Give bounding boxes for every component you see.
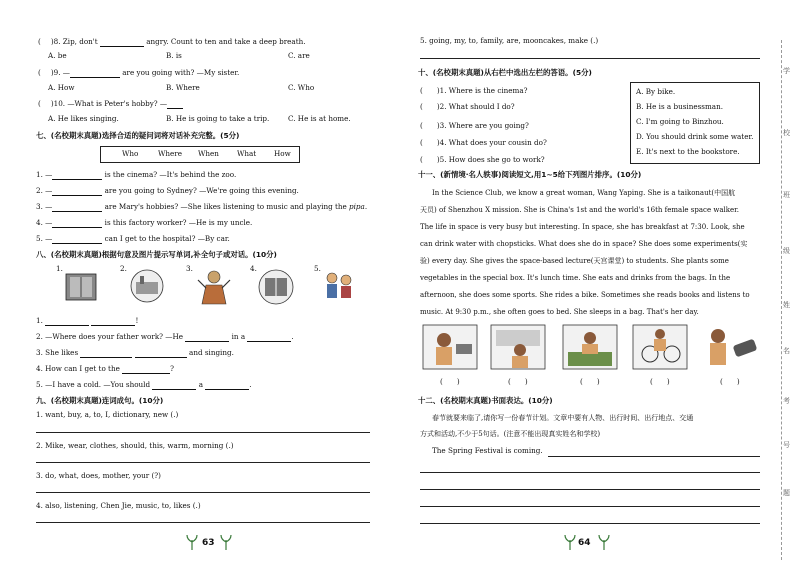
answer-blank[interactable] <box>122 365 170 374</box>
taikonaut-picture <box>562 324 618 370</box>
picture-label: 3. <box>186 264 193 273</box>
picture-label: 2. <box>120 264 127 273</box>
margin-label: 级 <box>783 247 790 255</box>
answer-blank[interactable] <box>52 187 102 196</box>
match-left-item: ( )4. What does your cousin do? <box>420 138 547 147</box>
passage-line: music. At 9:30 p.m., she often goes to bed. She sleeps in a bag. That's her day. <box>420 308 699 316</box>
answer-blank[interactable] <box>247 333 291 342</box>
match-left-item: ( )2. What should I do? <box>420 102 515 111</box>
right-page <box>400 0 800 566</box>
passage-line: afternoon, she does some sports. She rides a bike. Sometimes she reads books and listens to <box>420 291 750 299</box>
page-number: 64 <box>578 538 591 548</box>
word-order-item-5: 5. going, my, to, family, are, mooncakes, make (.) <box>420 36 599 45</box>
plant-icon <box>186 534 198 550</box>
answer-blank[interactable] <box>52 203 102 212</box>
match-right-item: B. He is a businessman. <box>636 102 723 111</box>
taikonaut-picture <box>702 324 758 370</box>
option-b: B. He is going to take a trip. <box>166 114 270 123</box>
option-a: A. be <box>48 51 67 60</box>
word-bank-item: Where <box>158 149 182 158</box>
option-a: A. He likes singing. <box>48 114 119 123</box>
word-bank-item: When <box>198 149 219 158</box>
page-number: 63 <box>202 538 215 548</box>
dictionary-picture <box>64 272 100 302</box>
answer-blank[interactable] <box>152 381 196 390</box>
dialog-item: 1. — is the cinema? —It's behind the zoo. <box>36 170 237 179</box>
answer-blank[interactable] <box>135 349 187 358</box>
passage-line: The life in space is very busy but interesting. In space, she has breakfast at 7:30. Look, she <box>420 223 745 231</box>
margin-label: 题 <box>783 489 790 497</box>
plant-icon <box>564 534 576 550</box>
taikonaut-picture <box>632 324 688 370</box>
word-order-item: 3. do, what, does, mother, your (?) <box>36 471 161 480</box>
answer-blank[interactable] <box>100 38 144 47</box>
word-bank-item: What <box>237 149 257 158</box>
match-right-item: C. I'm going to Binzhou. <box>636 117 724 126</box>
option-c: C. Who <box>288 83 315 92</box>
order-blank[interactable]: ( ) <box>440 377 460 386</box>
answer-line[interactable] <box>420 58 760 59</box>
answer-blank[interactable] <box>91 317 135 326</box>
fill-sentence-4: 4. How can I get to the ? <box>36 364 174 373</box>
word-bank-item: How <box>274 149 291 158</box>
answer-blank[interactable] <box>205 381 249 390</box>
order-blank[interactable]: ( ) <box>580 377 600 386</box>
answer-line[interactable] <box>36 432 370 433</box>
picture-label: 5. <box>314 264 321 273</box>
option-c: C. are <box>288 51 310 60</box>
section-7-title: 七、(名校期末真题)选择合适的疑问词将对话补充完整。(5分) <box>36 131 240 140</box>
margin-label: 学 <box>783 67 790 75</box>
dialog-item: 5. — can I get to the hospital? —By car. <box>36 234 230 243</box>
word-bank-item: Who <box>122 149 139 158</box>
fill-sentence-1: 1. ! <box>36 316 139 325</box>
picture-label: 4. <box>250 264 257 273</box>
option-b: B. is <box>166 51 182 60</box>
section-11-title: 十一、(新情境·名人轶事)阅读短文,用1~5给下列图片排序。(10分) <box>418 170 642 179</box>
question-8: ( )8. Zip, don't angry. Count to ten and take a deep breath. <box>38 37 306 46</box>
dancing-girl-picture <box>194 268 234 306</box>
margin-label: 班 <box>783 191 790 199</box>
fill-sentence-5: 5. —I have a cold. —You should a . <box>36 380 252 389</box>
dialog-item: 2. — are you going to Sydney? —We're going this evening. <box>36 186 299 195</box>
writing-instruction: 方式和活动,不少于5句话。(注意不能出现真实姓名和学校) <box>420 430 601 438</box>
order-blank[interactable]: ( ) <box>508 377 528 386</box>
answer-line[interactable] <box>36 462 370 463</box>
match-right-item: D. You should drink some water. <box>636 132 754 141</box>
answer-blank[interactable] <box>70 69 120 78</box>
passage-line: can drink water with chopsticks. What does she do in space? She does some experiments(实 <box>420 240 748 248</box>
dialog-item: 3. — are Mary's hobbies? —She likes listening to music and playing the pipa. <box>36 202 368 211</box>
question-9: ( )9. — are you going with? —My sister. <box>38 68 240 77</box>
taikonaut-picture <box>422 324 478 370</box>
answer-line[interactable] <box>36 522 370 523</box>
factory-picture <box>128 268 166 304</box>
word-order-item: 1. want, buy, a, to, I, dictionary, new (.) <box>36 410 179 419</box>
answer-blank[interactable] <box>185 333 229 342</box>
picture-label: 1. <box>56 264 63 273</box>
match-left-item: ( )3. Where are you going? <box>420 121 529 130</box>
answer-blank[interactable] <box>45 317 89 326</box>
answer-line[interactable] <box>36 492 370 493</box>
answer-line[interactable] <box>548 456 760 457</box>
dialog-item: 4. — is this factory worker? —He is my uncle. <box>36 218 253 227</box>
answer-blank[interactable] <box>80 349 132 358</box>
passage-line: 天员) of Shenzhou X mission. She is China's 1st and the world's 16th female space walker. <box>420 206 739 214</box>
plant-icon <box>598 534 610 550</box>
passage-line: vegetables in the special box. It's lunch time. She eats and drinks from the bags. In the <box>420 274 731 282</box>
section-8-title: 八、(名校期末真题)根据句意及图片提示写单词,补全句子或对话。(10分) <box>36 250 277 259</box>
order-blank[interactable]: ( ) <box>720 377 740 386</box>
medicine-picture <box>322 270 356 304</box>
section-10-title: 十、(名校期末真题)从右栏中选出左栏的答语。(5分) <box>418 68 592 77</box>
plant-icon <box>220 534 232 550</box>
word-order-item: 4. also, listening, Chen Jie, music, to, likes (.) <box>36 501 201 510</box>
answer-line[interactable] <box>420 523 760 524</box>
answer-line[interactable] <box>420 472 760 473</box>
passage-line: 验) every day. She gives the space-based lecture(天宫课堂) to students. She plants some <box>420 257 729 265</box>
answer-blank[interactable] <box>52 219 102 228</box>
library-picture <box>256 268 296 306</box>
section-12-title: 十二、(名校期末真题)书面表达。(10分) <box>418 396 553 405</box>
margin-label: 姓 <box>783 301 790 309</box>
answer-blank[interactable] <box>52 171 102 180</box>
answer-line[interactable] <box>420 506 760 507</box>
option-b: B. Where <box>166 83 200 92</box>
fill-sentence-2: 2. —Where does your father work? —He in a . <box>36 332 294 341</box>
match-left-item: ( )5. How does she go to work? <box>420 155 545 164</box>
match-right-item: E. It's next to the bookstore. <box>636 147 740 156</box>
binding-line <box>781 40 782 560</box>
fill-sentence-3: 3. She likes and singing. <box>36 348 234 357</box>
match-left-item: ( )1. Where is the cinema? <box>420 86 528 95</box>
word-order-item: 2. Mike, wear, clothes, should, this, warm, morning (.) <box>36 441 234 450</box>
answer-blank[interactable] <box>167 100 183 109</box>
margin-label: 考 <box>783 397 790 405</box>
order-blank[interactable]: ( ) <box>650 377 670 386</box>
match-right-item: A. By bike. <box>636 87 676 96</box>
option-c: C. He is at home. <box>288 114 351 123</box>
margin-label: 名 <box>783 347 790 355</box>
taikonaut-picture <box>490 324 546 370</box>
answer-line[interactable] <box>420 489 760 490</box>
section-9-title: 九、(名校期末真题)连词成句。(10分) <box>36 396 164 405</box>
answer-blank[interactable] <box>52 235 102 244</box>
margin-label: 校 <box>783 129 790 137</box>
passage-line: In the Science Club, we know a great woman, Wang Yaping. She is a taikonaut(中国航 <box>432 189 736 197</box>
margin-label: 号 <box>783 441 790 449</box>
writing-start: The Spring Festival is coming. <box>432 446 543 455</box>
question-10: ( )10. —What is Peter's hobby? — <box>38 99 183 109</box>
option-a: A. How <box>48 83 75 92</box>
writing-instruction: 春节就要来临了,请你写一份春节计划。文章中要有人物、出行时间、出行地点、交通 <box>432 414 694 422</box>
